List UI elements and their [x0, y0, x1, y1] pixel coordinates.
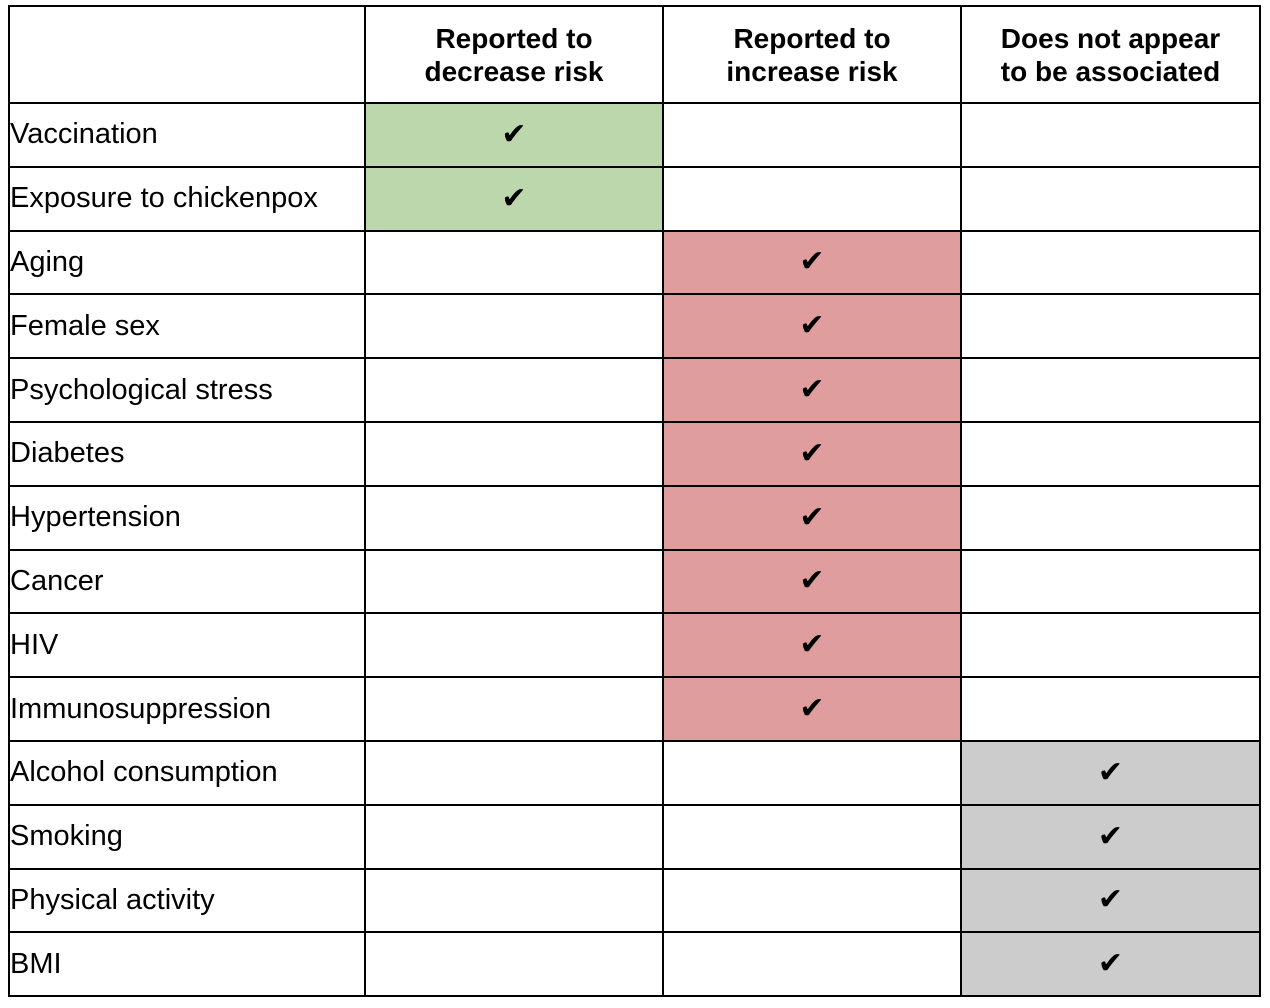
check-icon: ✔	[1097, 882, 1124, 918]
increase-risk-cell	[663, 486, 961, 550]
risk-factor-table	[8, 5, 1261, 997]
table-row	[9, 486, 1260, 550]
increase-risk-cell	[663, 932, 961, 996]
check-icon: ✔	[799, 244, 825, 280]
not-associated-cell	[961, 805, 1260, 869]
decrease-risk-cell	[365, 486, 663, 550]
decrease-risk-cell	[365, 422, 663, 486]
table-row	[9, 613, 1260, 677]
table-row	[9, 869, 1260, 933]
column-header-not-associated: Does not appear to be associated	[961, 6, 1260, 103]
table-row	[9, 294, 1260, 358]
table-row	[9, 167, 1260, 231]
not-associated-cell	[961, 294, 1260, 358]
decrease-risk-cell	[365, 805, 663, 869]
decrease-risk-cell	[365, 167, 663, 231]
column-header-decrease-risk: Reported to decrease risk	[365, 6, 663, 103]
risk-factor-label: Immunosuppression	[9, 677, 365, 741]
table-row	[9, 805, 1260, 869]
decrease-risk-cell	[365, 741, 663, 805]
increase-risk-cell	[663, 422, 961, 486]
table-row	[9, 932, 1260, 996]
decrease-risk-cell	[365, 677, 663, 741]
risk-factor-label: Cancer	[9, 550, 365, 614]
decrease-risk-cell	[365, 550, 663, 614]
not-associated-cell	[961, 869, 1260, 933]
increase-risk-cell	[663, 677, 961, 741]
increase-risk-cell	[663, 550, 961, 614]
not-associated-cell	[961, 932, 1260, 996]
not-associated-cell	[961, 486, 1260, 550]
table-row	[9, 422, 1260, 486]
check-icon: ✔	[799, 435, 825, 471]
increase-risk-cell	[663, 167, 961, 231]
decrease-risk-cell	[365, 294, 663, 358]
table-row	[9, 231, 1260, 295]
risk-factor-label: Female sex	[9, 294, 365, 358]
increase-risk-cell	[663, 103, 961, 167]
not-associated-cell	[961, 231, 1260, 295]
check-icon: ✔	[799, 691, 825, 727]
column-header-increase-risk: Reported to increase risk	[663, 6, 961, 103]
decrease-risk-cell	[365, 231, 663, 295]
risk-factor-label: Diabetes	[9, 422, 365, 486]
increase-risk-cell	[663, 869, 961, 933]
not-associated-cell	[961, 677, 1260, 741]
not-associated-cell	[961, 167, 1260, 231]
risk-factor-label: Smoking	[9, 805, 365, 869]
risk-factor-label: BMI	[9, 932, 365, 996]
check-icon: ✔	[799, 627, 825, 663]
not-associated-cell	[961, 358, 1260, 422]
check-icon: ✔	[799, 499, 825, 535]
risk-factor-label: HIV	[9, 613, 365, 677]
decrease-risk-cell	[365, 869, 663, 933]
risk-factor-label: Hypertension	[9, 486, 365, 550]
check-icon: ✔	[1097, 754, 1124, 790]
corner-header-cell	[9, 6, 365, 103]
table-row	[9, 358, 1260, 422]
increase-risk-cell	[663, 613, 961, 677]
table-row	[9, 103, 1260, 167]
check-icon: ✔	[799, 563, 825, 599]
check-icon: ✔	[1097, 818, 1124, 854]
check-icon: ✔	[501, 116, 527, 152]
risk-factor-label: Vaccination	[9, 103, 365, 167]
risk-factor-label: Aging	[9, 231, 365, 295]
increase-risk-cell	[663, 741, 961, 805]
not-associated-cell	[961, 741, 1260, 805]
not-associated-cell	[961, 613, 1260, 677]
header-row	[9, 6, 1260, 103]
not-associated-cell	[961, 550, 1260, 614]
decrease-risk-cell	[365, 358, 663, 422]
not-associated-cell	[961, 103, 1260, 167]
risk-factor-label: Psychological stress	[9, 358, 365, 422]
increase-risk-cell	[663, 358, 961, 422]
check-icon: ✔	[799, 308, 825, 344]
table-row	[9, 741, 1260, 805]
risk-factor-label: Alcohol consumption	[9, 741, 365, 805]
decrease-risk-cell	[365, 932, 663, 996]
check-icon: ✔	[501, 180, 527, 216]
table-body	[9, 103, 1260, 996]
increase-risk-cell	[663, 231, 961, 295]
table-row	[9, 677, 1260, 741]
risk-factor-label: Exposure to chickenpox	[9, 167, 365, 231]
decrease-risk-cell	[365, 613, 663, 677]
risk-factor-label: Physical activity	[9, 869, 365, 933]
decrease-risk-cell	[365, 103, 663, 167]
table-row	[9, 550, 1260, 614]
increase-risk-cell	[663, 805, 961, 869]
check-icon: ✔	[799, 372, 825, 408]
check-icon: ✔	[1097, 946, 1124, 982]
increase-risk-cell	[663, 294, 961, 358]
not-associated-cell	[961, 422, 1260, 486]
